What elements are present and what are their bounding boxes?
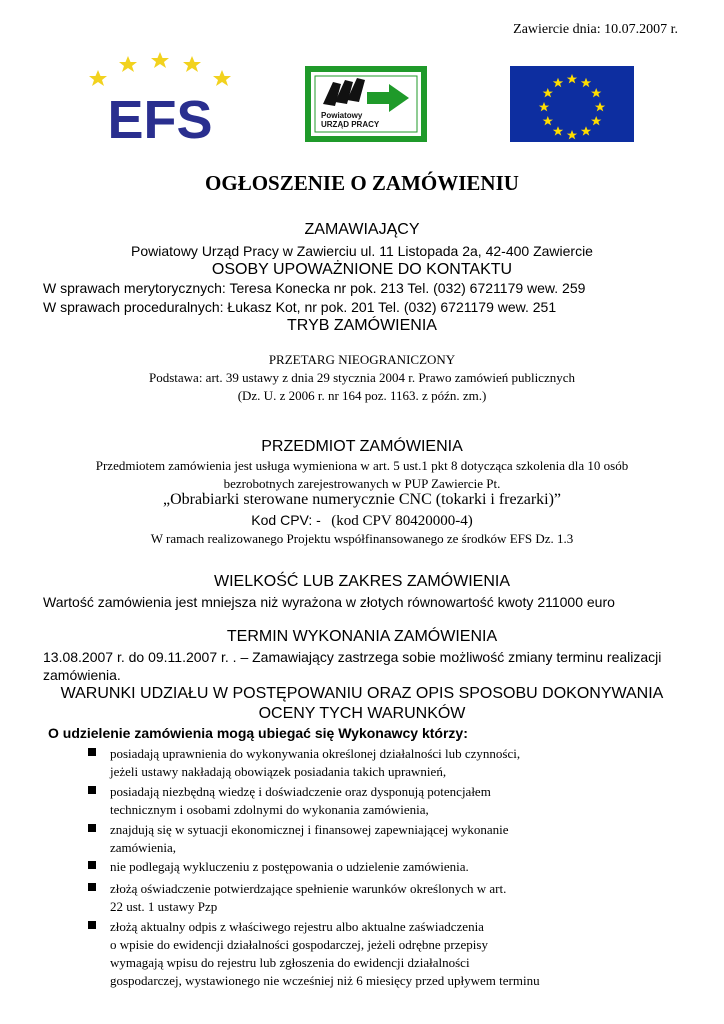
- przedmiot-projekt: W ramach realizowanego Projektu współfinansowanego ze środków EFS Dz. 1.3: [150, 531, 574, 546]
- przedmiot-line2: bezrobotnych zarejestrowanych w PUP Zawiercie Pt.: [223, 476, 501, 491]
- cpv-value: (kod CPV 80420000-4): [331, 513, 473, 529]
- termin-line1: 13.08.2007 r. do 09.11.2007 r. . – Zamawiający zastrzega sobie możliwość zmiany terminu realizacji: [43, 649, 662, 665]
- efs-stars: [89, 52, 231, 86]
- wielkosc-text: Wartość zamówienia jest mniejsza niż wyrażona w złotych równowartość kwoty 211000 euro: [43, 594, 615, 610]
- list-item-line: znajdują się w sytuacji ekonomicznej i finansowej zapewniającej wykonanie: [110, 822, 509, 837]
- list-item-line: złożą oświadczenie potwierdzające spełnienie warunków określonych w art.: [110, 881, 507, 896]
- bullet-icon: [88, 824, 96, 832]
- page-title: OGŁOSZENIE O ZAMÓWIENIU: [205, 171, 519, 195]
- eu-flag: [510, 66, 634, 142]
- document-date: Zawiercie dnia: 10.07.2007 r.: [513, 22, 678, 37]
- bullet-icon: [88, 748, 96, 756]
- warunki-intro: O udzielenie zamówienia mogą ubiegać się Wykonawcy którzy:: [48, 725, 468, 741]
- bullet-icon: [88, 921, 96, 929]
- pup-logo: [305, 66, 427, 142]
- list-item-line: posiadają niezbędną wiedzę i doświadczenie oraz dysponują potencjałem: [110, 784, 491, 799]
- kontakt-merytoryczny: W sprawach merytorycznych: Teresa Konecka nr pok. 213 Tel. (032) 6721179 wew. 259: [43, 280, 586, 296]
- bullet-icon: [88, 786, 96, 794]
- list-item: [110, 858, 469, 876]
- section-heading-wielkosc: WIELKOŚĆ LUB ZAKRES ZAMÓWIENIA: [213, 573, 511, 590]
- list-item-line: zamówienia,: [110, 840, 177, 855]
- section-heading-zamawiajacy: ZAMAWIAJĄCY: [304, 221, 420, 238]
- cpv-label: Kod CPV: -: [251, 512, 321, 528]
- pup-logo-line1: Powiatowy: [321, 111, 363, 120]
- bullet-icon: [88, 883, 96, 891]
- termin-line2: zamówienia.: [43, 667, 121, 683]
- list-item-line: o wpisie do ewidencji działalności gospodarczej, jeżeli odrębne przepisy: [110, 937, 488, 952]
- przedmiot-szkolenie-nazwa: „Obrabiarki sterowane numerycznie CNC (tokarki i frezarki)”: [162, 491, 562, 508]
- section-heading-tryb: TRYB ZAMÓWIENIA: [287, 317, 437, 334]
- list-item-line: posiadają uprawnienia do wykonywania określonej działalności lub czynności,: [110, 746, 521, 761]
- bullet-icon: [88, 861, 96, 869]
- list-item: [110, 918, 540, 990]
- przedmiot-line1: Przedmiotem zamówienia jest usługa wymieniona w art. 5 ust.1 pkt 8 dotycząca szkolenia dla 10 osób: [95, 458, 629, 473]
- section-heading-przedmiot: PRZEDMIOT ZAMÓWIENIA: [261, 438, 463, 455]
- list-item: [110, 783, 491, 819]
- list-item: [110, 821, 509, 857]
- list-item-line: wymagają wpisu do rejestru lub zgłoszenia do ewidencji działalności: [110, 955, 470, 970]
- list-item-line: technicznym i osobami zdolnymi do wykonania zamówienia,: [110, 802, 429, 817]
- list-item-line: gospodarczej, wystawionego nie wcześniej niż 6 miesięcy przed upływem terminu: [110, 973, 540, 988]
- list-item: [110, 745, 520, 781]
- section-heading-kontakt: OSOBY UPOWAŻNIONE DO KONTAKTU: [211, 261, 513, 278]
- efs-logo: [86, 52, 234, 144]
- list-item: [110, 880, 506, 916]
- tryb-podstawa: Podstawa: art. 39 ustawy z dnia 29 stycznia 2004 r. Prawo zamówień publicznych: [148, 370, 575, 385]
- kontakt-proceduralny: W sprawach proceduralnych: Łukasz Kot, nr pok. 201 Tel. (032) 6721179 wew. 251: [43, 299, 557, 315]
- list-item-line: złożą aktualny odpis z właściwego rejestru albo aktualne zaświadczenia: [110, 919, 484, 934]
- section-heading-termin: TERMIN WYKONANIA ZAMÓWIENIA: [226, 628, 498, 645]
- tryb-dziennik: (Dz. U. z 2006 r. nr 164 poz. 1163. z późn. zm.): [237, 388, 487, 403]
- pup-logo-line2: URZĄD PRACY: [321, 120, 380, 129]
- section-heading-warunki: WARUNKI UDZIAŁU W POSTĘPOWANIU ORAZ OPIS SPOSOBU DOKONYWANIA: [60, 685, 664, 702]
- section-heading-warunki-2: OCENY TYCH WARUNKÓW: [258, 705, 466, 722]
- list-item-line: nie podlegają wykluczeniu z postępowania o udzielenie zamówienia.: [110, 859, 469, 874]
- list-item-line: jeżeli ustawy nakładają obowiązek posiadania takich uprawnień,: [110, 764, 447, 779]
- tryb-przetarg: PRZETARG NIEOGRANICZONY: [268, 352, 456, 367]
- zamawiajacy-address: Powiatowy Urząd Pracy w Zawierciu ul. 11 Listopada 2a, 42-400 Zawiercie: [131, 243, 593, 259]
- efs-logo-text: EFS: [107, 90, 213, 144]
- list-item-line: 22 ust. 1 ustawy Pzp: [110, 899, 218, 914]
- przedmiot-cpv: [0, 512, 724, 530]
